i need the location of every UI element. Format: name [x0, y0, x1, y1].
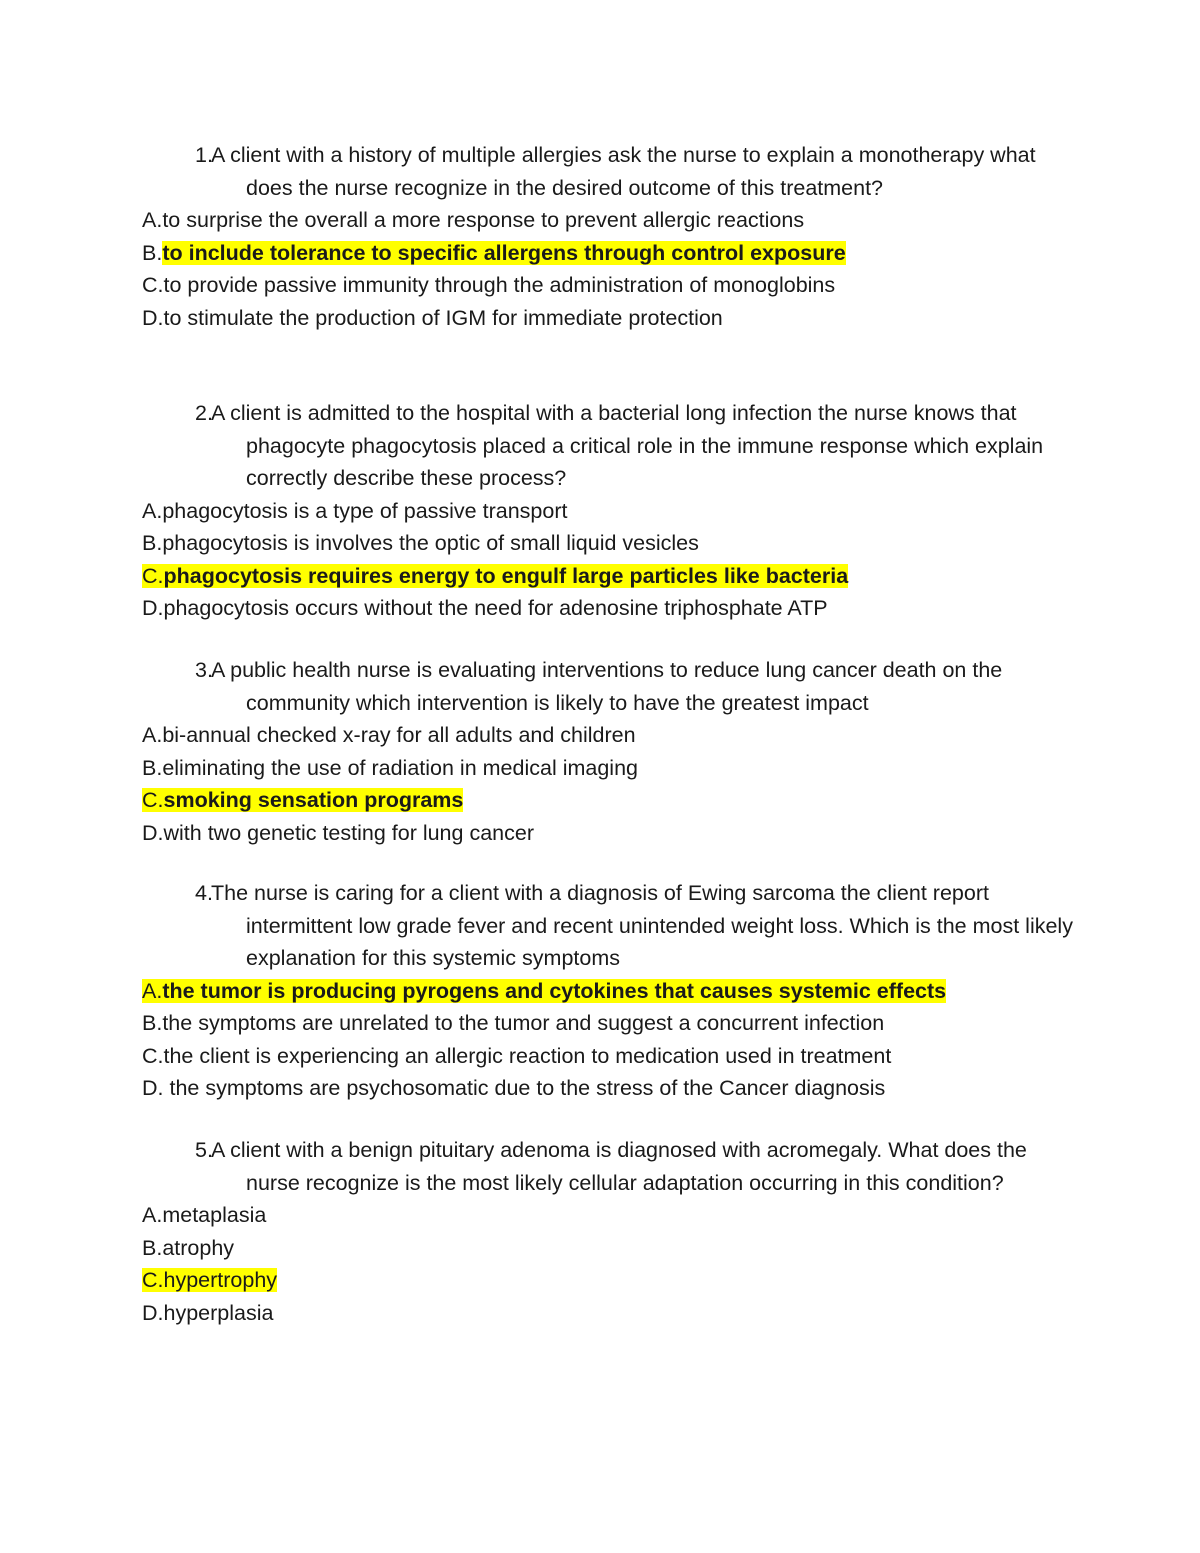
option-text: phagocytosis is involves the optic of small liquid vesicles — [162, 531, 699, 555]
option-letter-highlighted: C. — [142, 1268, 164, 1292]
option-text: to provide passive immunity through the administration of monoglobins — [163, 273, 836, 297]
option-text-highlighted: to include tolerance to specific allergens through control exposure — [162, 240, 846, 265]
option-letter: D. — [142, 820, 164, 845]
option-text: phagocytosis is a type of passive transport — [162, 498, 568, 523]
question-text: A client with a benign pituitary adenoma is diagnosed with acromegaly. What does the nurse recognize is the most likely cellular adaptation occurring in this condition? — [211, 1138, 1027, 1195]
option-letter: B. — [142, 240, 163, 265]
option-text: with two genetic testing for lung cancer — [163, 820, 534, 845]
question-stem — [0, 654, 1200, 719]
option-text-highlighted: the tumor is producing pyrogens and cytokines that causes systemic effects — [162, 978, 947, 1003]
question-stem — [0, 877, 1200, 975]
option-a — [0, 719, 1200, 752]
option-letter: B. — [142, 755, 163, 780]
option-text: metaplasia — [162, 1203, 267, 1227]
option-letter: A. — [142, 208, 163, 232]
option-text: bi-annual checked x-ray for all adults and children — [162, 723, 636, 747]
question-text: A client is admitted to the hospital with a bacterial long infection the nurse knows that phagocyte phagocytosis placed a critical role in the immune response which explain correctly describe these process? — [211, 401, 1044, 490]
question-text: A public health nurse is evaluating interventions to reduce lung cancer death on the community which intervention is likely to have the greatest impact — [211, 658, 1003, 715]
option-d — [0, 1297, 1200, 1330]
question-3 — [0, 654, 1200, 849]
option-c — [0, 1040, 1200, 1073]
option-a — [0, 495, 1200, 528]
option-letter: D. — [142, 305, 164, 330]
option-b — [0, 1232, 1200, 1265]
question-number: 2. — [195, 401, 213, 425]
question-stem — [0, 1134, 1200, 1199]
option-letter-highlighted: A. — [142, 978, 163, 1003]
option-text-highlighted: phagocytosis requires energy to engulf large particles like bacteria — [163, 563, 849, 588]
option-a — [0, 975, 1200, 1008]
question-number: 3. — [195, 658, 213, 682]
option-d — [0, 1072, 1200, 1105]
option-letter: B. — [142, 531, 163, 555]
option-text: the client is experiencing an allergic reaction to medication used in treatment — [163, 1043, 892, 1068]
option-a — [0, 1199, 1200, 1232]
option-text-highlighted: hypertrophy — [163, 1268, 278, 1292]
option-text: atrophy — [162, 1235, 235, 1260]
option-d — [0, 817, 1200, 850]
option-b — [0, 752, 1200, 785]
option-a — [0, 204, 1200, 237]
question-text: The nurse is caring for a client with a diagnosis of Ewing sarcoma the client report intermittent low grade fever and recent unintended weight loss. Which is the most likely explanation for this systemic symptoms — [211, 881, 1073, 970]
option-text: eliminating the use of radiation in medical imaging — [162, 755, 638, 780]
question-number: 1. — [195, 143, 213, 167]
option-text: the symptoms are psychosomatic due to the stress of the Cancer diagnosis — [163, 1076, 886, 1100]
question-text: A client with a history of multiple allergies ask the nurse to explain a monotherapy what does the nurse recognize in the desired outcome of this treatment? — [211, 143, 1036, 200]
option-c — [0, 560, 1200, 593]
option-letter: D. — [142, 1300, 164, 1325]
option-text: to stimulate the production of IGM for immediate protection — [163, 305, 723, 330]
question-2 — [0, 397, 1200, 625]
option-b — [0, 237, 1200, 270]
question-number: 5. — [195, 1138, 213, 1162]
option-b — [0, 1007, 1200, 1040]
option-d — [0, 302, 1200, 335]
question-5 — [0, 1134, 1200, 1329]
option-text: the symptoms are unrelated to the tumor and suggest a concurrent infection — [162, 1011, 885, 1035]
option-letter: C. — [142, 1043, 164, 1068]
question-stem — [0, 397, 1200, 495]
option-letter-highlighted: C. — [142, 788, 164, 812]
question-number: 4. — [195, 881, 213, 905]
option-letter: A. — [142, 498, 163, 523]
question-1 — [0, 139, 1200, 334]
option-letter: B. — [142, 1235, 163, 1260]
option-c — [0, 1264, 1200, 1297]
option-text: to surprise the overall a more response to prevent allergic reactions — [162, 208, 805, 232]
option-letter-highlighted: C. — [142, 563, 164, 588]
option-d — [0, 592, 1200, 625]
question-stem — [0, 139, 1200, 204]
option-letter: B. — [142, 1011, 163, 1035]
option-c — [0, 269, 1200, 302]
option-letter: A. — [142, 1203, 163, 1227]
option-letter: D. — [142, 1076, 164, 1100]
option-letter: C. — [142, 273, 164, 297]
option-c — [0, 784, 1200, 817]
option-text: phagocytosis occurs without the need for adenosine triphosphate ATP — [163, 596, 828, 620]
option-letter: A. — [142, 723, 163, 747]
option-text-highlighted: smoking sensation programs — [163, 788, 464, 812]
option-letter: D. — [142, 596, 164, 620]
option-text: hyperplasia — [163, 1300, 274, 1325]
option-b — [0, 527, 1200, 560]
question-4 — [0, 877, 1200, 1105]
